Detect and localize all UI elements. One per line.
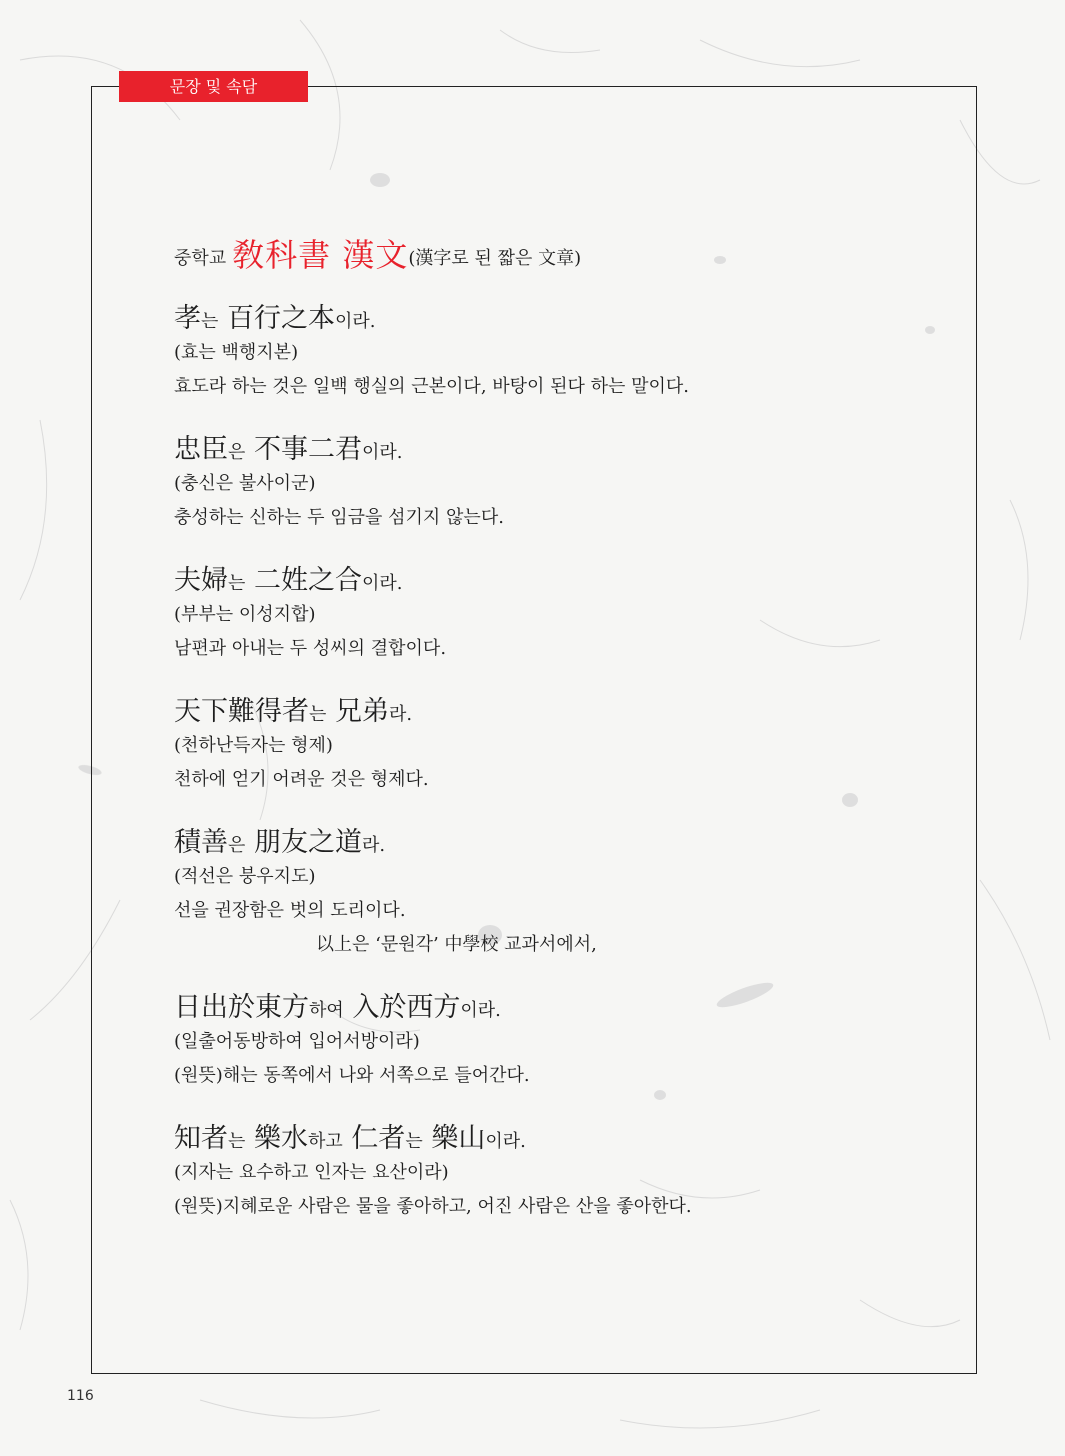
proverb-hanja: 積善은 朋友之道라. — [174, 827, 386, 858]
proverb-hanja: 忠臣은 不事二君이라. — [174, 434, 403, 465]
proverb-entry — [174, 1122, 954, 1224]
source-note: 以上은 ‘문원각’ 中學校 교과서에서, — [316, 934, 597, 955]
page-number: 116 — [67, 1388, 94, 1404]
proverb-reading: (천하난득자는 형제) — [174, 735, 333, 756]
proverb-entry — [174, 695, 954, 797]
title-subtitle: (漢字로 된 짧은 文章) — [408, 248, 582, 269]
document-title — [174, 232, 954, 276]
title-prefix: 중학교 — [174, 248, 227, 269]
proverb-reading: (효는 백행지본) — [174, 342, 299, 363]
proverb-meaning: 효도라 하는 것은 일백 행실의 근본이다, 바탕이 된다 하는 말이다. — [174, 376, 690, 397]
proverb-hanja: 天下難得者는 兄弟라. — [174, 696, 413, 727]
proverb-entry — [174, 302, 954, 404]
proverb-meaning: (원뜻)해는 동쪽에서 나와 서쪽으로 들어간다. — [174, 1065, 530, 1086]
proverb-meaning: (원뜻)지혜로운 사람은 물을 좋아하고, 어진 사람은 산을 좋아한다. — [174, 1196, 692, 1217]
proverb-reading: (적선은 붕우지도) — [174, 866, 316, 887]
title-main: 敎科書 漢文 — [232, 236, 409, 274]
proverb-entry — [174, 826, 954, 962]
section-tab: 문장 및 속담 — [119, 71, 308, 102]
proverb-entry — [174, 991, 954, 1093]
proverb-entry — [174, 433, 954, 535]
proverb-reading: (일출어동방하여 입어서방이라) — [174, 1031, 420, 1052]
proverb-reading: (부부는 이성지합) — [174, 604, 316, 625]
proverb-hanja: 日出於東方하여 入於西方이라. — [174, 992, 501, 1023]
proverb-meaning: 충성하는 신하는 두 임금을 섬기지 않는다. — [174, 507, 504, 528]
proverb-hanja: 知者는 樂水하고 仁者는 樂山이라. — [174, 1123, 526, 1154]
proverb-meaning: 남편과 아내는 두 성씨의 결합이다. — [174, 638, 447, 659]
proverb-hanja: 夫婦는 二姓之合이라. — [174, 565, 403, 596]
proverb-entry — [174, 564, 954, 666]
proverb-hanja: 孝는 百行之本이라. — [174, 303, 376, 334]
proverb-meaning: 선을 권장함은 벗의 도리이다. — [174, 900, 406, 921]
proverb-reading: (충신은 불사이군) — [174, 473, 316, 494]
proverb-reading: (지자는 요수하고 인자는 요산이라) — [174, 1162, 449, 1183]
document-body — [174, 232, 954, 1253]
proverb-meaning: 천하에 얻기 어려운 것은 형제다. — [174, 769, 429, 790]
